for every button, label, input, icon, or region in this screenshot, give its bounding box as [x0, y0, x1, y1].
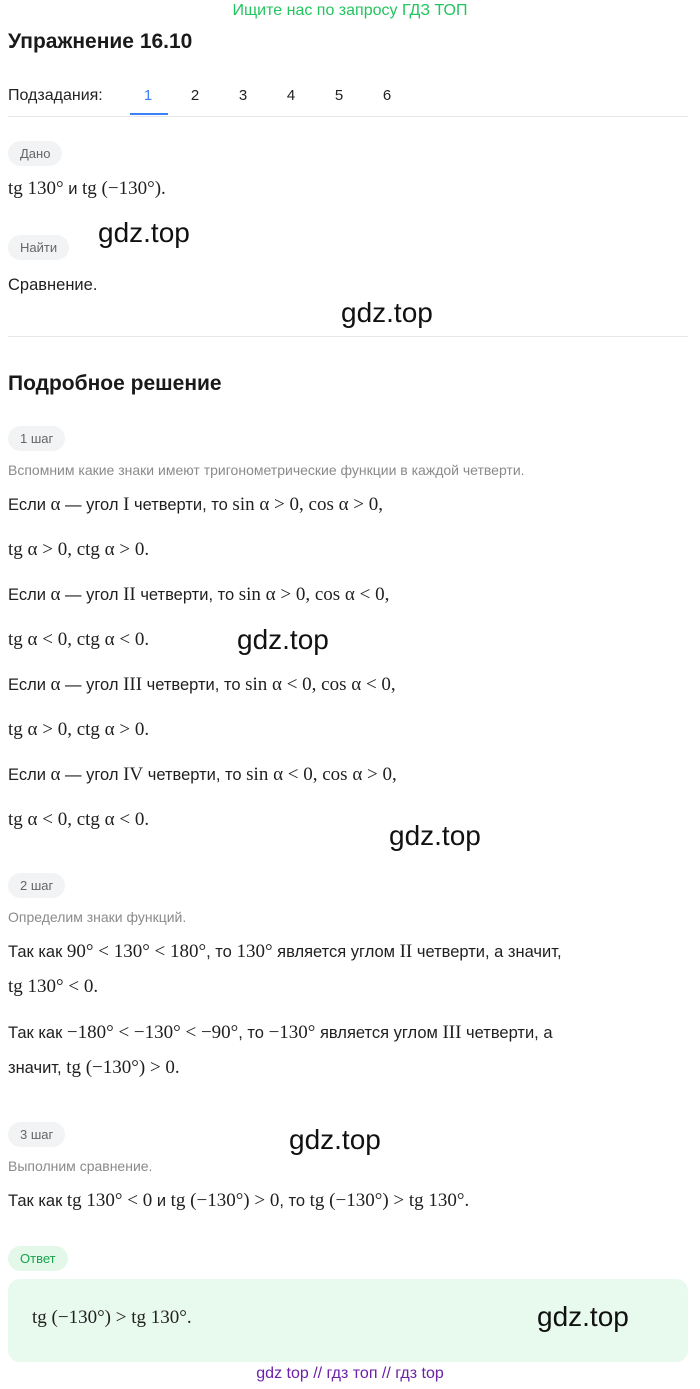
tab-subtask-1[interactable]: 1	[143, 87, 153, 104]
text: — угол	[60, 586, 124, 604]
active-tab-indicator	[130, 113, 168, 115]
divider	[8, 336, 688, 337]
given-text	[8, 178, 166, 200]
top-banner[interactable]: Ищите нас по запросу ГДЗ ТОП	[232, 2, 468, 19]
watermark: gdz.top	[389, 820, 481, 851]
text: четверти, то	[143, 766, 247, 784]
solution-title: Подробное решение	[8, 372, 222, 395]
quadrant-1-tg: tg α > 0, ctg α > 0.	[8, 539, 150, 560]
quadrant-3-line	[8, 674, 396, 696]
math: sin α < 0, cos α > 0,	[246, 764, 397, 785]
step3-comparison	[8, 1190, 469, 1212]
math: sin α > 0, cos α > 0,	[232, 494, 384, 515]
math: 130°	[236, 941, 273, 962]
text: Так как	[8, 943, 67, 961]
text: Если	[8, 586, 51, 604]
roman-numeral: II	[123, 584, 136, 605]
quadrant-4-tg: tg α < 0, ctg α < 0.	[8, 809, 150, 830]
math: tg (−130°) > 0.	[66, 1057, 180, 1078]
alpha: α	[50, 584, 61, 605]
given-pill: Дано	[8, 141, 62, 166]
text: четверти, то	[142, 676, 246, 694]
tab-subtask-3[interactable]: 3	[238, 87, 248, 104]
text: , то	[206, 943, 237, 961]
text: — угол	[60, 496, 124, 514]
text: , то	[238, 1024, 269, 1042]
watermark: gdz.top	[341, 297, 433, 328]
text: и	[152, 1192, 171, 1210]
given-math-a: tg 130°	[8, 178, 64, 199]
step2-hint: Определим знаки функций.	[8, 909, 187, 925]
step1-hint: Вспомним какие знаки имеют тригонометрические функции в каждой четверти.	[8, 462, 525, 478]
given-math-b: tg (−130°).	[82, 178, 166, 199]
alpha: α	[50, 674, 61, 695]
watermark: gdz.top	[537, 1301, 629, 1332]
footer-links[interactable]: gdz top // гдз топ // гдз top	[256, 1365, 444, 1382]
step2-result-1: tg 130° < 0.	[8, 976, 99, 997]
roman-numeral: III	[442, 1022, 462, 1043]
text: — угол	[60, 766, 124, 784]
quadrant-2-line	[8, 584, 389, 606]
text: четверти, а	[461, 1024, 553, 1042]
answer-text: tg (−130°) > tg 130°.	[32, 1307, 192, 1328]
step3-hint: Выполним сравнение.	[8, 1158, 153, 1174]
watermark: gdz.top	[98, 217, 190, 248]
page-title: Упражнение 16.10	[8, 30, 193, 53]
given-and: и	[63, 180, 83, 198]
text: , то	[279, 1192, 310, 1210]
roman-numeral: I	[123, 494, 130, 515]
math: −180° < −130° < −90°	[66, 1022, 239, 1043]
step2-paragraph-2	[8, 1022, 553, 1044]
quadrant-1-line	[8, 494, 383, 516]
text: Так как	[8, 1024, 67, 1042]
tab-subtask-4[interactable]: 4	[286, 87, 296, 104]
watermark: gdz.top	[237, 624, 329, 655]
text: Если	[8, 676, 51, 694]
text: четверти, а значит,	[412, 943, 562, 961]
tab-subtask-5[interactable]: 5	[334, 87, 344, 104]
text: значит,	[8, 1059, 67, 1077]
roman-numeral: IV	[123, 764, 144, 785]
text: Если	[8, 496, 51, 514]
text: Так как	[8, 1192, 67, 1210]
quadrant-4-line	[8, 764, 397, 786]
alpha: α	[50, 494, 61, 515]
answer-pill: Ответ	[8, 1246, 68, 1271]
text: является углом	[315, 1024, 443, 1042]
step2-result-2	[8, 1057, 180, 1079]
math: sin α < 0, cos α < 0,	[245, 674, 396, 695]
step1-pill: 1 шаг	[8, 426, 65, 451]
text: четверти, то	[129, 496, 233, 514]
subtask-tabs	[8, 78, 688, 117]
find-text: Сравнение.	[8, 276, 98, 294]
tab-subtask-2[interactable]: 2	[190, 87, 200, 104]
step2-pill: 2 шаг	[8, 873, 65, 898]
text: является углом	[272, 943, 400, 961]
math: tg (−130°) > tg 130°.	[309, 1190, 470, 1211]
text: Если	[8, 766, 51, 784]
watermark: gdz.top	[289, 1124, 381, 1155]
subtasks-label: Подзадания:	[8, 87, 103, 104]
roman-numeral: III	[123, 674, 143, 695]
step2-paragraph-1	[8, 941, 562, 963]
tab-subtask-6[interactable]: 6	[382, 87, 392, 104]
alpha: α	[50, 764, 61, 785]
math: tg (−130°) > 0	[170, 1190, 280, 1211]
quadrant-3-tg: tg α > 0, ctg α > 0.	[8, 719, 150, 740]
find-pill: Найти	[8, 235, 69, 260]
quadrant-2-tg: tg α < 0, ctg α < 0.	[8, 629, 150, 650]
math: −130°	[268, 1022, 316, 1043]
text: — угол	[60, 676, 124, 694]
math: sin α > 0, cos α < 0,	[238, 584, 390, 605]
text: четверти, то	[135, 586, 239, 604]
roman-numeral: II	[399, 941, 413, 962]
math: 90° < 130° < 180°	[66, 941, 207, 962]
step3-pill: 3 шаг	[8, 1122, 65, 1147]
math: tg 130° < 0	[66, 1190, 153, 1211]
